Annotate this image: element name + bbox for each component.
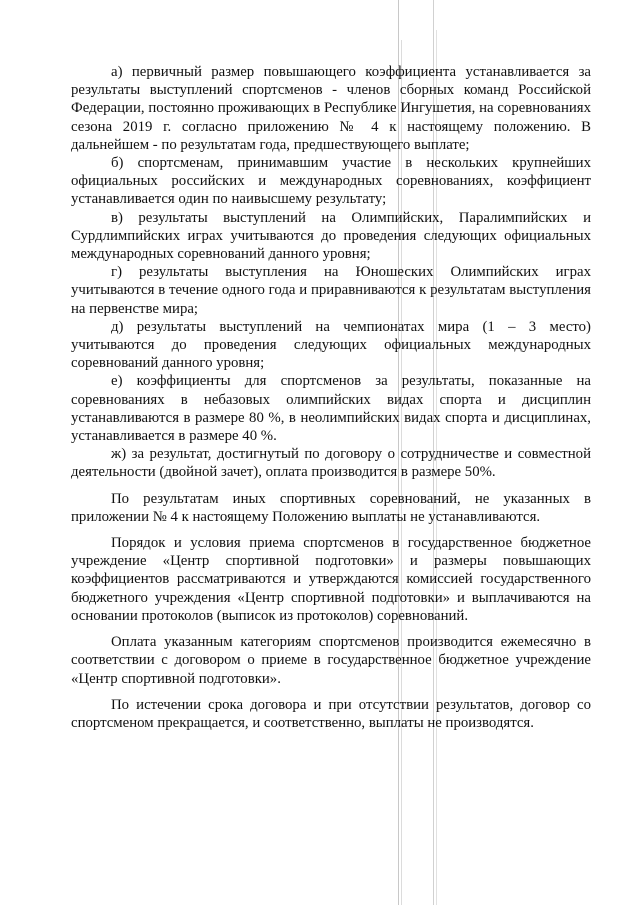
document-body <box>71 63 591 732</box>
paragraph-g: г) результаты выступления на Юношеских Олимпийских играх учитываются в течение одного года и приравниваются к результатам выступления на первенстве мира; <box>71 264 591 317</box>
paragraph-b: б) спортсменам, принимавшим участие в нескольких крупнейших официальных российских и международных соревнованиях, коэффициент устанавливается один по наивысшему результату; <box>71 155 591 208</box>
paragraph-v: в) результаты выступлений на Олимпийских, Паралимпийских и Сурдлимпийских играх учитываются до проведения следующих официальных международных соревнований данного уровня; <box>71 209 591 263</box>
paragraph-admission-procedure: Порядок и условия приема спортсменов в государственное бюджетное учреждение «Центр спортивной подготовки» и размеры повышающих коэффициентов рассматриваются и утверждаются комиссией государственного бюджетного учреждения «Центр спортивной подготовки» и выплачиваются на основании протоколов (выписок из протоколов) соревнований. <box>71 535 591 624</box>
paragraph-payment: Оплата указанным категориям спортсменов производится ежемесячно в соответствии с договором о приеме в государственное бюджетное учреждение «Центр спортивной подготовки». <box>71 634 591 687</box>
paragraph-contract-termination: По истечении срока договора и при отсутствии результатов, договор со спортсменом прекращается, и соответственно, выплаты не производятся. <box>71 696 591 731</box>
paragraph-zh: ж) за результат, достигнутый по договору о сотрудничестве и совместной деятельности (двойной зачет), оплата производится в размере 50%. <box>71 446 591 481</box>
paragraph-a: а) первичный размер повышающего коэффициента устанавливается за результаты выступлений спортсменов - членов сборных команд Российской Федерации, постоянно проживающих в Республике Ингушетия, на соревнованиях сезона 2019 г. согласно приложению № 4 к настоящему положению. В дальнейшем - по результатам года, предшествующего выплате; <box>71 64 591 153</box>
paragraph-other-competitions: По результатам иных спортивных соревнований, не указанных в приложении № 4 к настоящему Положению выплаты не устанавливаются. <box>71 490 591 525</box>
paragraph-e: е) коэффициенты для спортсменов за результаты, показанные на соревнованиях в небазовых олимпийских видах спорта и дисциплин устанавливаются в размере 80 %, в неолимпийских видах спорта и дисциплинах, устанавливается в размере 40 %. <box>71 373 591 445</box>
paragraph-d: д) результаты выступлений на чемпионатах мира (1 – 3 место) учитываются до проведения следующих официальных международных соревнований данного уровня; <box>71 318 591 372</box>
